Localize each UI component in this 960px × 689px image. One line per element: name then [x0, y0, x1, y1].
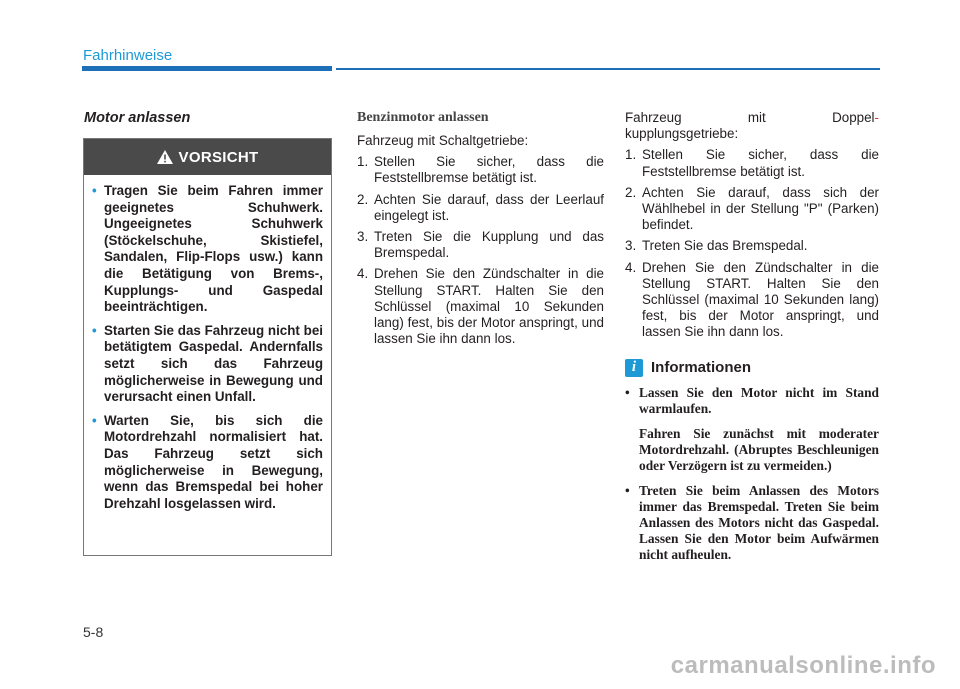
- info-title: Informationen: [651, 359, 751, 377]
- header-rule-thick: [82, 66, 332, 71]
- caution-item: [92, 413, 323, 513]
- caution-list: [84, 175, 331, 512]
- section-title: Motor anlassen: [84, 110, 191, 126]
- caution-item: [92, 323, 323, 406]
- info-item-subtext: Fahren Sie zunächst mit moderater Motordrehzahl. (Abruptes Beschleunigen oder Verzögern ist zu vermeiden.): [639, 425, 879, 473]
- dct-steps: [625, 147, 879, 340]
- dct-intro-line1: Fahrzeug mit Doppel-: [625, 110, 879, 125]
- step-item: 3. Treten Sie die Kupplung und das Bremspedal.: [357, 229, 604, 261]
- step-item: 2. Achten Sie darauf, dass der Leerlauf eingelegt ist.: [357, 191, 604, 223]
- info-item: • Treten Sie beim Anlassen des Motors immer das Bremspedal. Treten Sie beim Anlassen des Motors nicht das Gaspedal. Lassen Sie den Motor beim Aufwärmen nicht aufheulen.: [625, 482, 879, 562]
- manual-steps: [357, 154, 604, 347]
- step-item: 1. Stellen Sie sicher, dass die Feststellbremse betätigt ist.: [625, 147, 879, 179]
- warning-icon: [157, 150, 173, 164]
- header-rule-thin: [336, 68, 880, 70]
- section-header-label: Fahrhinweise: [83, 47, 173, 64]
- caution-item-text: Warten Sie, bis sich die Motordrehzahl normalisiert hat. Das Fahrzeug setzt sich möglicherweise in Bewegung, wenn das Bremspedal bei hoher Drehzahl losgelassen wird.: [104, 412, 323, 511]
- dct-column: [625, 110, 879, 572]
- page-number: 5-8: [83, 624, 104, 640]
- info-list: [625, 385, 879, 563]
- info-heading: [625, 359, 879, 377]
- caution-item-text: Starten Sie das Fahrzeug nicht bei betätigtem Gaspedal. Andernfalls setzt sich das Fahrzeug möglicherweise in Bewegung und verursacht einen Unfall.: [104, 322, 323, 405]
- step-item: 2. Achten Sie darauf, dass sich der Wählhebel in der Stellung "P" (Parken) befindet.: [625, 184, 879, 233]
- caution-box: [83, 138, 332, 556]
- bullet-icon: •: [92, 412, 97, 428]
- step-item: 4. Drehen Sie den Zündschalter in die Stellung START. Halten Sie den Schlüssel (maximal 10 Sekunden lang) fest, bis der Motor anspringt, und lassen Sie ihn dann los.: [625, 259, 879, 340]
- watermark: carmanualsonline.info: [670, 652, 936, 679]
- bullet-icon: •: [625, 384, 630, 400]
- bullet-icon: •: [92, 183, 97, 198]
- bullet-icon: •: [92, 322, 97, 338]
- caution-title: VORSICHT: [178, 148, 259, 166]
- manual-intro: Fahrzeug mit Schaltgetriebe:: [357, 133, 529, 148]
- subsection-heading: Benzinmotor anlassen: [357, 110, 489, 125]
- step-item: 4. Drehen Sie den Zündschalter in die Stellung START. Halten Sie den Schlüssel (maximal 10 Sekunden lang) fest, bis der Motor anspringt, und lassen Sie ihn dann los.: [357, 266, 604, 347]
- info-item: • Lassen Sie den Motor nicht im Stand warmlaufen. Fahren Sie zunächst mit moderater Motordrehzahl. (Abruptes Beschleunigen oder Verzögern ist zu vermeiden.): [625, 384, 879, 473]
- bullet-icon: •: [625, 482, 630, 498]
- info-icon: i: [625, 359, 643, 377]
- step-item: 1. Stellen Sie sicher, dass die Feststellbremse betätigt ist.: [357, 154, 604, 186]
- caution-item: [92, 183, 323, 316]
- caution-header: [84, 139, 331, 175]
- caution-item-text: Tragen Sie beim Fahren immer geeignetes Schuhwerk. Ungeeignetes Schuhwerk (Stöckelschuhe, Skistiefel, Sandalen, Flip-Flops usw.) kann die Betätigung von Brems-, Kupplungs- und Gaspedal beeinträchtigen.: [104, 183, 323, 315]
- dct-intro-line2: kupplungsgetriebe:: [625, 126, 739, 142]
- step-item: 3. Treten Sie das Bremspedal.: [625, 238, 808, 254]
- manual-gearbox-column: [357, 110, 604, 352]
